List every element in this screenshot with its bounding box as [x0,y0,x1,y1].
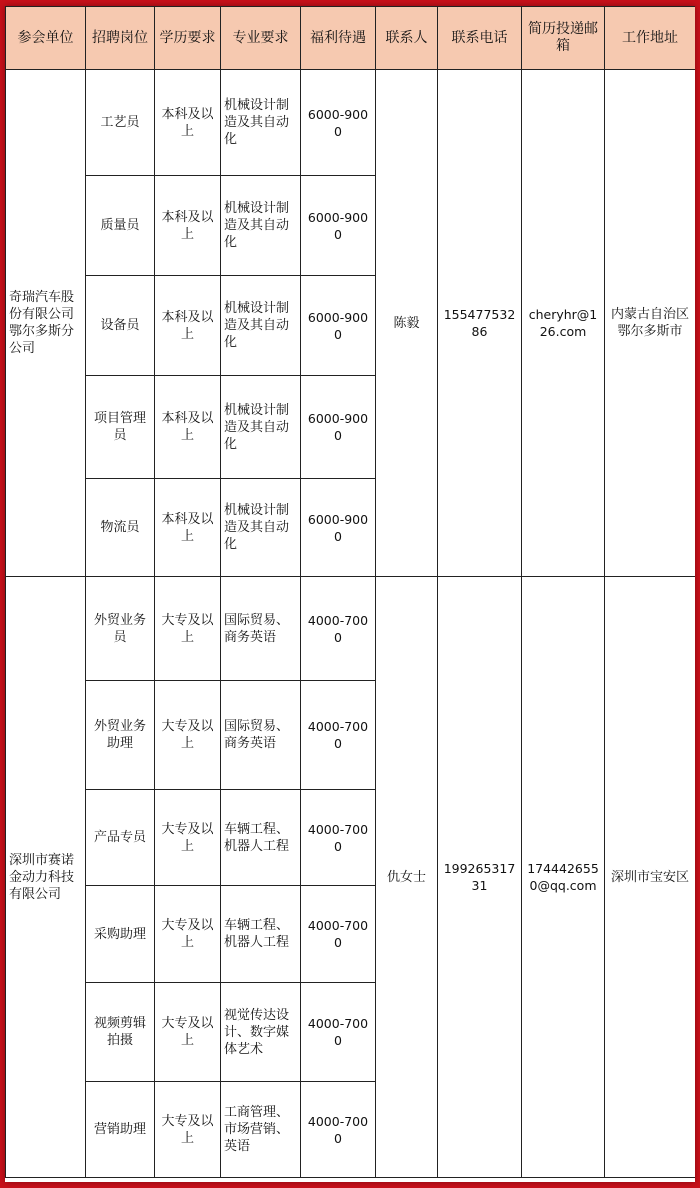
work-address: 内蒙古自治区鄂尔多斯市 [605,70,696,577]
header-education: 学历要求 [155,7,221,70]
major-requirement: 国际贸易、商务英语 [221,577,301,681]
education-requirement: 本科及以上 [155,376,221,479]
table-row [6,577,696,681]
salary: 4000-7000 [301,577,376,681]
header-contact: 联系人 [376,7,438,70]
position-title: 设备员 [86,276,155,376]
salary: 6000-9000 [301,479,376,577]
major-requirement: 机械设计制造及其自动化 [221,376,301,479]
header-email: 简历投递邮箱 [522,7,605,70]
education-requirement: 大专及以上 [155,577,221,681]
contact-phone: 19926531731 [438,577,522,1178]
header-row [6,7,696,70]
header-position: 招聘岗位 [86,7,155,70]
salary: 4000-7000 [301,790,376,886]
salary: 6000-9000 [301,376,376,479]
position-title: 物流员 [86,479,155,577]
company-name: 深圳市赛诺金动力科技有限公司 [6,577,86,1178]
major-requirement: 视觉传达设计、数字媒体艺术 [221,983,301,1082]
position-title: 视频剪辑拍摄 [86,983,155,1082]
position-title: 质量员 [86,176,155,276]
header-phone: 联系电话 [438,7,522,70]
major-requirement: 机械设计制造及其自动化 [221,479,301,577]
position-title: 外贸业务员 [86,577,155,681]
work-address: 深圳市宝安区 [605,577,696,1178]
header-company: 参会单位 [6,7,86,70]
position-title: 产品专员 [86,790,155,886]
salary: 6000-9000 [301,176,376,276]
header-major: 专业要求 [221,7,301,70]
contact-phone: 15547753286 [438,70,522,577]
position-title: 采购助理 [86,886,155,983]
header-salary: 福利待遇 [301,7,376,70]
education-requirement: 本科及以上 [155,479,221,577]
salary: 4000-7000 [301,1082,376,1178]
salary: 4000-7000 [301,983,376,1082]
recruitment-table [5,6,695,1178]
salary: 6000-9000 [301,276,376,376]
company-name: 奇瑞汽车股份有限公司鄂尔多斯分公司 [6,70,86,577]
contact-person: 仇女士 [376,577,438,1178]
position-title: 外贸业务助理 [86,681,155,790]
salary: 4000-7000 [301,681,376,790]
position-title: 工艺员 [86,70,155,176]
major-requirement: 机械设计制造及其自动化 [221,176,301,276]
major-requirement: 机械设计制造及其自动化 [221,70,301,176]
education-requirement: 本科及以上 [155,276,221,376]
resume-email: 1744426550@qq.com [522,577,605,1178]
resume-email: cheryhr@126.com [522,70,605,577]
position-title: 项目管理员 [86,376,155,479]
recruitment-table-frame [5,6,695,1182]
salary: 6000-9000 [301,70,376,176]
major-requirement: 国际贸易、商务英语 [221,681,301,790]
education-requirement: 本科及以上 [155,176,221,276]
position-title: 营销助理 [86,1082,155,1178]
education-requirement: 大专及以上 [155,886,221,983]
education-requirement: 大专及以上 [155,1082,221,1178]
education-requirement: 大专及以上 [155,790,221,886]
major-requirement: 车辆工程、机器人工程 [221,886,301,983]
major-requirement: 工商管理、市场营销、英语 [221,1082,301,1178]
contact-person: 陈毅 [376,70,438,577]
education-requirement: 大专及以上 [155,983,221,1082]
education-requirement: 大专及以上 [155,681,221,790]
major-requirement: 机械设计制造及其自动化 [221,276,301,376]
table-row [6,70,696,176]
major-requirement: 车辆工程、机器人工程 [221,790,301,886]
salary: 4000-7000 [301,886,376,983]
education-requirement: 本科及以上 [155,70,221,176]
header-address: 工作地址 [605,7,696,70]
